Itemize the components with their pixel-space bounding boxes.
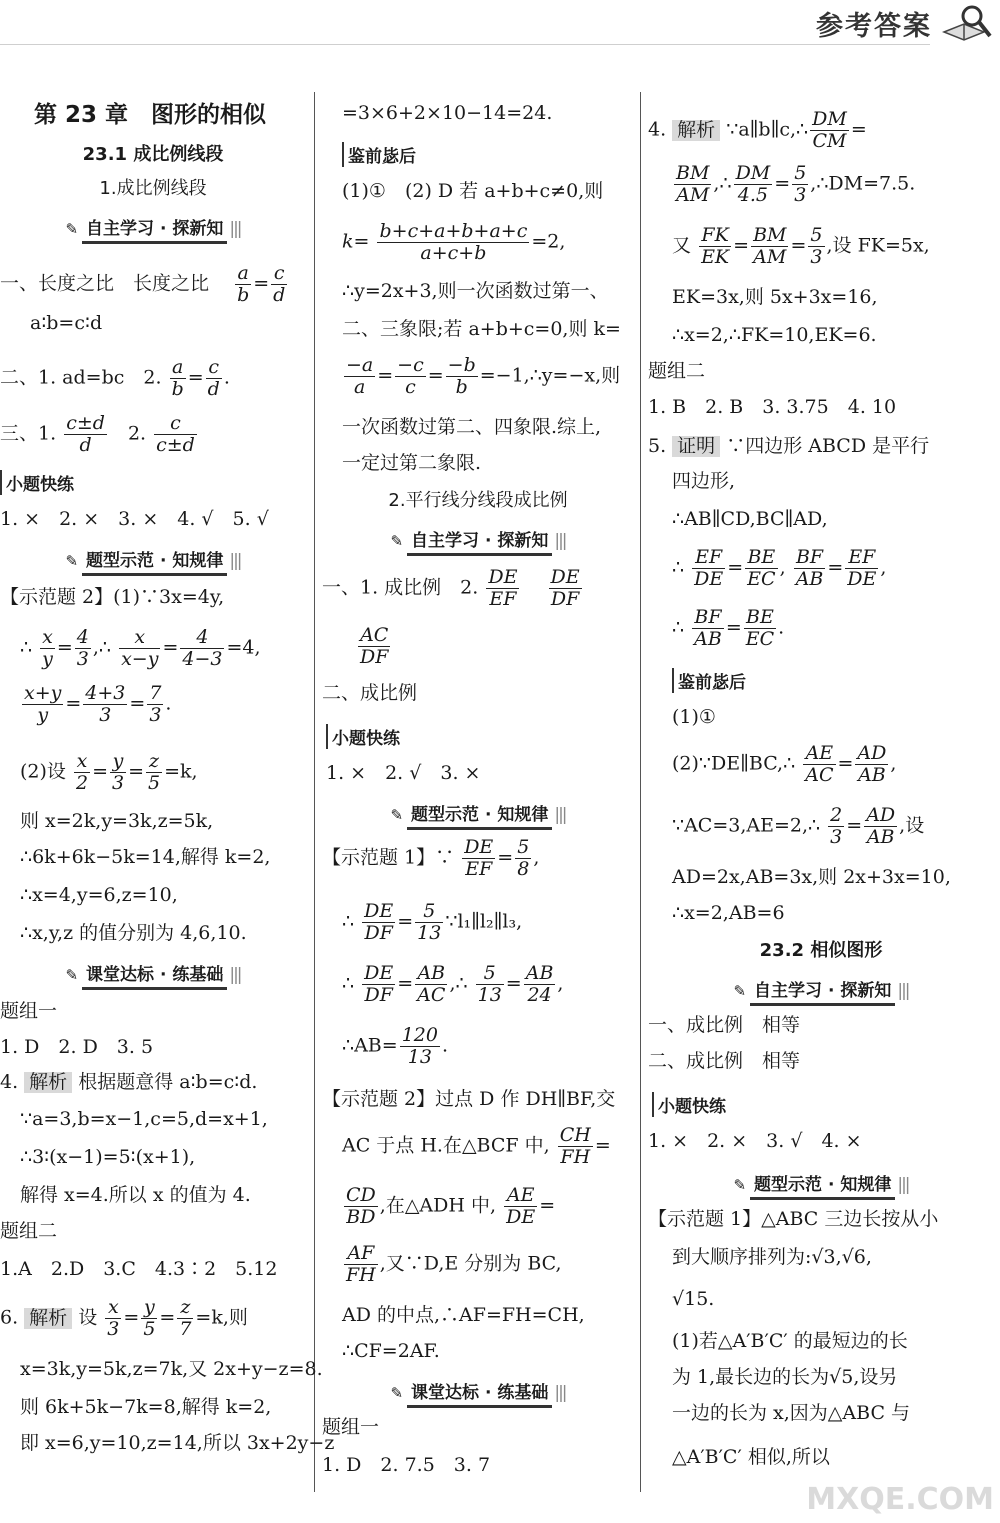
answer-text: $\frac{BM}{AM}$ ,∴ $\frac{DM}{4.5}$ = $\frac{5}{3}$ ,∴DM=7.5. [676,162,916,206]
tag-xiaoti: 小题快练 [0,470,74,495]
group-title: 题组一 [0,1000,58,1022]
answer-text: ∵a=3,b=x−1,c=5,d=x+1, [20,1108,268,1130]
banner-zizhu: ✎ 自主学习 · 探新知 ||| [648,976,994,1002]
answer-text: 解得 x=4.所以 x 的值为 4. [20,1184,251,1206]
answer-text: $\frac{AF}{FH}$ ,又∵D,E 分别为 BC, [346,1242,562,1286]
answer-text: 四边形, [672,470,736,492]
answer-text: AD=2x,AB=3x,则 2x+3x=10, [672,866,951,888]
answer-text: $\frac{CD}{BD}$ ,在△ADH 中, $\frac{AE}{DE}$ = [346,1184,556,1228]
tag-jianqian: 鉴前毖后 [342,142,416,167]
watermark: MXQE.COM [806,1482,994,1517]
answer-text: ∴6k+6k−5k=14,解得 k=2, [20,846,271,868]
answer-text: (1)① (2) D 若 a+b+c≠0,则 [342,180,604,202]
answer-text: EK=3x,则 5x+3x=16, [672,286,878,308]
answer-text: (2)设 $\frac{x}{2}$ = $\frac{y}{3}$ = $\frac{z}{5}$ =k, [20,750,198,794]
column-divider-1 [314,92,315,1492]
answer-text: ∴ $\frac{DE}{DF}$ = $\frac{AB}{AC}$ ,∴ $\frac{5}{13}$ = $\frac{AB}{24}$ , [342,962,564,1006]
answer-text: 5. 证明 ∵四边形 ABCD 是平行 [648,435,930,457]
answer-text: 【示范题 1】△ABC 三边长按从小 [648,1208,939,1230]
section-title: 23.2 相似图形 [759,940,883,961]
answer-text: 一、成比例 相等 [648,1014,801,1036]
answer-text: ∵AC=3,AE=2,∴ $\frac{2}{3}$ = $\frac{AD}{AB}$ ,设 [672,804,925,848]
answer-text: 一边的长为 x,因为△ABC 与 [672,1402,911,1424]
answer-text: 1. × 2. √ 3. × [326,762,481,784]
answer-text: (2)∵DE∥BC,∴ $\frac{AE}{AC}$ = $\frac{AD}{AB}$ , [672,742,897,786]
section-title: 23.1 成比例线段 [82,144,224,165]
answer-text: x=3k,y=5k,z=7k,又 2x+y−z=8. [20,1358,323,1380]
answer-text: AD 的中点,∴AF=FH=CH, [342,1304,585,1326]
answer-text: $\frac{-a}{a}$ = $\frac{-c}{c}$ = $\frac{-b}{b}$ =−1,∴y=−x,则 [346,354,621,398]
page-header-title: 参考答案 [816,11,932,42]
banner-tixing: ✎ 题型示范 · 知规律 ||| [0,546,306,572]
answer-text: 一、长度之比 长度之比 $\frac{a}{b}$ = $\frac{c}{d}$ [0,262,286,306]
answer-text: 二、1. ad=bc 2. $\frac{a}{b}$ = $\frac{c}{d}$ . [0,356,230,400]
banner-zizhu: ✎ 自主学习 · 探新知 ||| [0,214,306,240]
answer-text: ∴ $\frac{BF}{AB}$ = $\frac{BE}{EC}$ . [672,606,785,650]
answer-text: ∴x=2,AB=6 [672,902,785,924]
answer-text: 1. B 2. B 3. 3.75 4. 10 [648,396,897,418]
answer-text: 1.A 2.D 3.C 4.3∶2 5.12 [0,1258,278,1280]
banner-ketang: ✎ 课堂达标 · 练基础 ||| [322,1378,634,1404]
answer-text: 4. 解析 根据题意得 a∶b=c∶d. [0,1071,258,1093]
answer-text: 1. D 2. 7.5 3. 7 [322,1454,491,1476]
answer-text: (1)若△A′B′C′ 的最短边的长 [672,1330,908,1352]
answer-text: 一定过第二象限. [342,452,482,474]
subsection-title: 2.平行线分线段成比例 [388,490,568,511]
answer-text: ∴ $\frac{DE}{DF}$ = $\frac{5}{13}$ ∵l₁∥l₂∥l₃, [342,900,523,944]
answer-text: ∴x,y,z 的值分别为 4,6,10. [20,922,247,944]
tag-xiaoti: 小题快练 [652,1092,726,1117]
answer-text: $\frac{x+y}{y}$ = $\frac{4+3}{3}$ = $\frac{7}{3}$ . [24,682,172,726]
answer-text: ∴AB= $\frac{120}{13}$ . [342,1024,449,1068]
answer-text: AC 于点 H.在△BCF 中, $\frac{CH}{FH}$ = [342,1124,611,1168]
answer-text: 1. D 2. D 3. 5 [0,1036,154,1058]
book-magnifier-icon [940,2,996,44]
banner-ketang: ✎ 课堂达标 · 练基础 ||| [0,960,306,986]
subsection-title: 1.成比例线段 [99,178,207,199]
answer-text: (1)① [672,706,716,728]
answer-text: 二、成比例 [322,682,418,704]
answer-text: ∴x=2,∴FK=10,EK=6. [672,324,877,346]
answer-text: ∴x=4,y=6,z=10, [20,884,178,906]
answer-text: 二、三象限;若 a+b+c=0,则 k= [342,318,621,340]
answer-text: 4. 解析 ∵a∥b∥c,∴ $\frac{DM}{CM}$ = [648,108,867,152]
answer-text: 到大顺序排列为:√3,√6, [672,1246,872,1268]
answer-text: =3×6+2×10−14=24. [342,102,553,124]
answer-text: k= $\frac{b+c+a+b+a+c}{a+c+b}$ =2, [342,220,566,264]
banner-tixing: ✎ 题型示范 · 知规律 ||| [322,800,634,826]
answer-text: △A′B′C′ 相似,所以 [672,1446,830,1468]
answer-text: 【示范题 2】(1)∵3x=4y, [0,586,225,608]
answer-text: 二、成比例 相等 [648,1050,801,1072]
group-title: 题组二 [0,1220,58,1242]
answer-text: ∴y=2x+3,则一次函数过第一、 [342,280,609,302]
header-rule [0,44,930,45]
answer-text: √15. [672,1288,715,1310]
tag-xiaoti: 小题快练 [326,724,400,749]
answer-text: 三、1. $\frac{c\pm d}{d}$ 2. $\frac{c}{c\pm d}$ [0,412,195,456]
answer-text: $\frac{AC}{DF}$ [360,624,389,668]
answer-text: 为 1,最长边的长为√5,设另 [672,1366,898,1388]
answer-text: 【示范题 1】∵ $\frac{DE}{EF}$ = $\frac{5}{8}$ , [322,836,540,880]
answer-text: a∶b=c∶d [30,312,103,334]
banner-tixing: ✎ 题型示范 · 知规律 ||| [648,1170,994,1196]
answer-text: 1. × 2. × 3. √ 4. × [648,1130,862,1152]
answer-text: 则 x=2k,y=3k,z=5k, [20,810,214,832]
chapter-title: 第 23 章 图形的相似 [34,102,267,128]
answer-text: 则 6k+5k−7k=8,解得 k=2, [20,1396,272,1418]
answer-text: ∴3∶(x−1)=5∶(x+1), [20,1146,196,1168]
answer-text: 【示范题 2】过点 D 作 DH∥BF,交 [322,1088,616,1110]
answer-text: ∴ $\frac{EF}{DE}$ = $\frac{BE}{EC}$ , $\frac{BF}{AB}$ = $\frac{EF}{DE}$ , [672,546,887,590]
answer-text: 即 x=6,y=10,z=14,所以 3x+2y−z [20,1432,335,1454]
group-title: 题组二 [648,360,706,382]
answer-text: 一次函数过第二、四象限.综上, [342,416,602,438]
answer-text: ∴CF=2AF. [342,1340,440,1362]
answer-text: 又 $\frac{FK}{EK}$ = $\frac{BM}{AM}$ = $\frac{5}{3}$ ,设 FK=5x, [672,224,930,268]
answer-text: ∴ $\frac{x}{y}$ = $\frac{4}{3}$ ,∴ $\frac{x}{x-y}$ = $\frac{4}{4-3}$ =4, [20,626,261,670]
banner-zizhu: ✎ 自主学习 · 探新知 ||| [322,526,634,552]
group-title: 题组一 [322,1416,380,1438]
answer-text: ∴AB∥CD,BC∥AD, [672,508,828,530]
tag-jianqian: 鉴前毖后 [672,668,746,693]
answer-text: 一、1. 成比例 2. $\frac{DE}{EF}$ $\frac{DE}{DF}$ [322,566,580,610]
answer-text: 6. 解析 设 $\frac{x}{3}$ = $\frac{y}{5}$ = $\frac{z}{7}$ =k,则 [0,1296,248,1340]
column-divider-2 [640,92,641,1492]
answer-text: 1. × 2. × 3. × 4. √ 5. √ [0,508,269,530]
